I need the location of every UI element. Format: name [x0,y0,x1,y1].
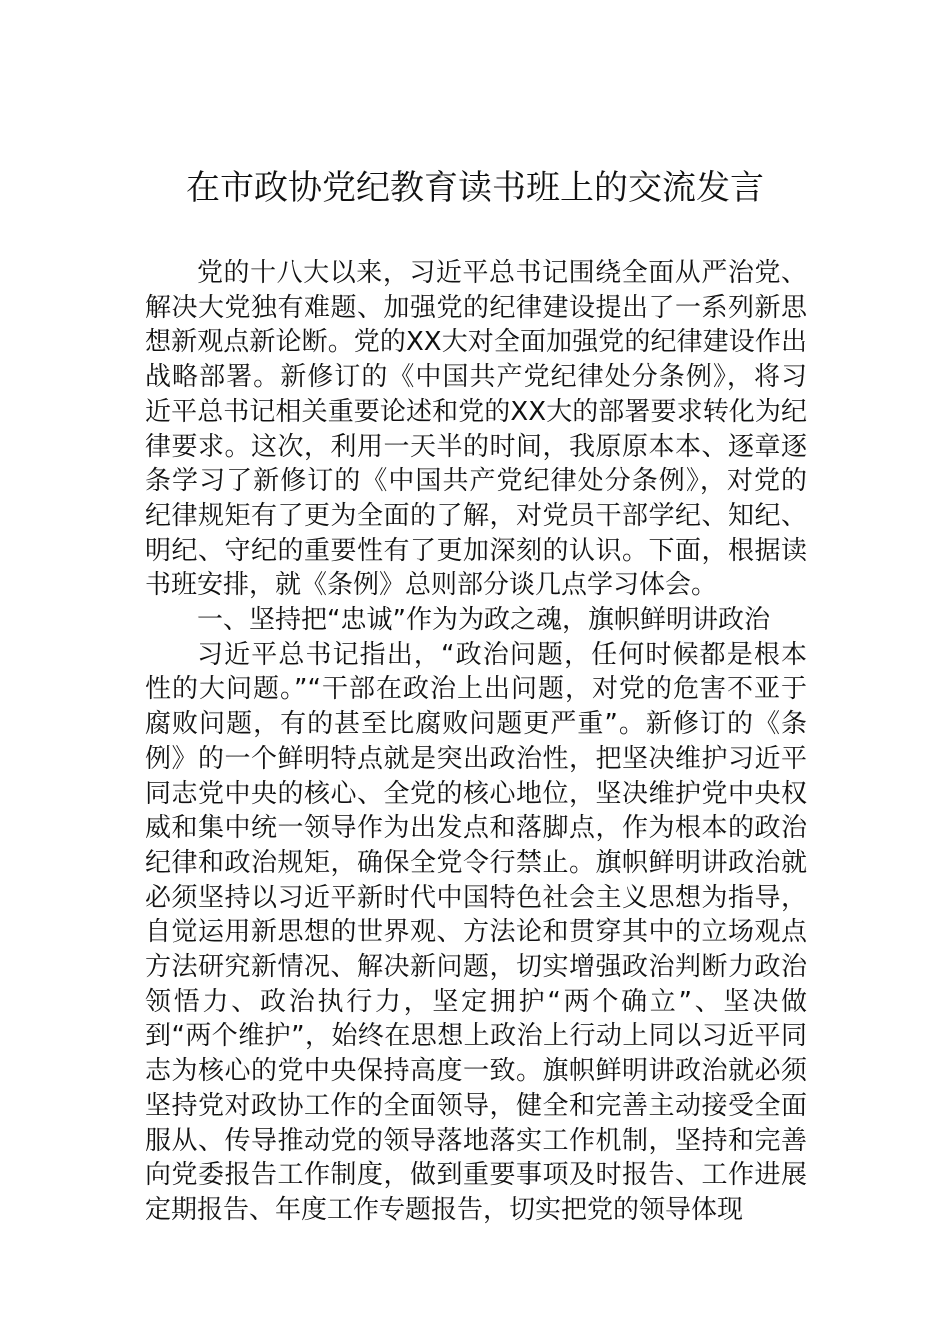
document-title: 在市政协党纪教育读书班上的交流发言 [186,168,764,208]
intro-paragraph: 党的十八大以来，习近平总书记围绕全面从严治党、解决大党独有难题、加强党的纪律建设提出了一系列新思想新观点新论断。党的XX大对全面加强党的纪律建设作出战略部署。新修订的《中国共产党纪律处分条例》，将习近平总书记相关重要论述和党的XX大的部署要求转化为纪律要求。这次，利用一天半的时间，我原原本本、逐章逐条学习了新修订的《中国共产党纪律处分条例》，对党的纪律规矩有了更为全面的了解，对党员干部学纪、知纪、明纪、守纪的重要性有了更加深刻的认识。下面，根据读书班安排，就《条例》总则部分谈几点学习体会。 [145,258,807,601]
document-body [145,256,807,1228]
section-1-paragraph: 习近平总书记指出，“政治问题，任何时候都是根本性的大问题。”“干部在政治上出问题，对党的危害不亚于腐败问题，有的甚至比腐败问题更严重”。新修订的《条例》的一个鲜明特点就是突出政治性，把坚决维护习近平同志党中央的核心、全党的核心地位，坚决维护党中央权威和集中统一领导作为出发点和落脚点，作为根本的政治纪律和政治规矩，确保全党令行禁止。旗帜鲜明讲政治就必须坚持以习近平新时代中国特色社会主义思想为指导，自觉运用新思想的世界观、方法论和贯穿其中的立场观点方法研究新情况、解决新问题，切实增强政治判断力政治领悟力、政治执行力，坚定拥护“两个确立”、坚决做到“两个维护”，始终在思想上政治上行动上同以习近平同志为核心的党中央保持高度一致。旗帜鲜明讲政治就必须坚持党对政协工作的全面领导，健全和完善主动接受全面服从、传导推动党的领导落地落实工作机制，坚持和完善向党委报告工作制度，做到重要事项及时报告、工作进展定期报告、年度工作专题报告，切实把党的领导体现 [145,639,807,1225]
section-heading-1: 一、坚持把“忠诚”作为为政之魂，旗帜鲜明讲政治 [197,605,770,636]
